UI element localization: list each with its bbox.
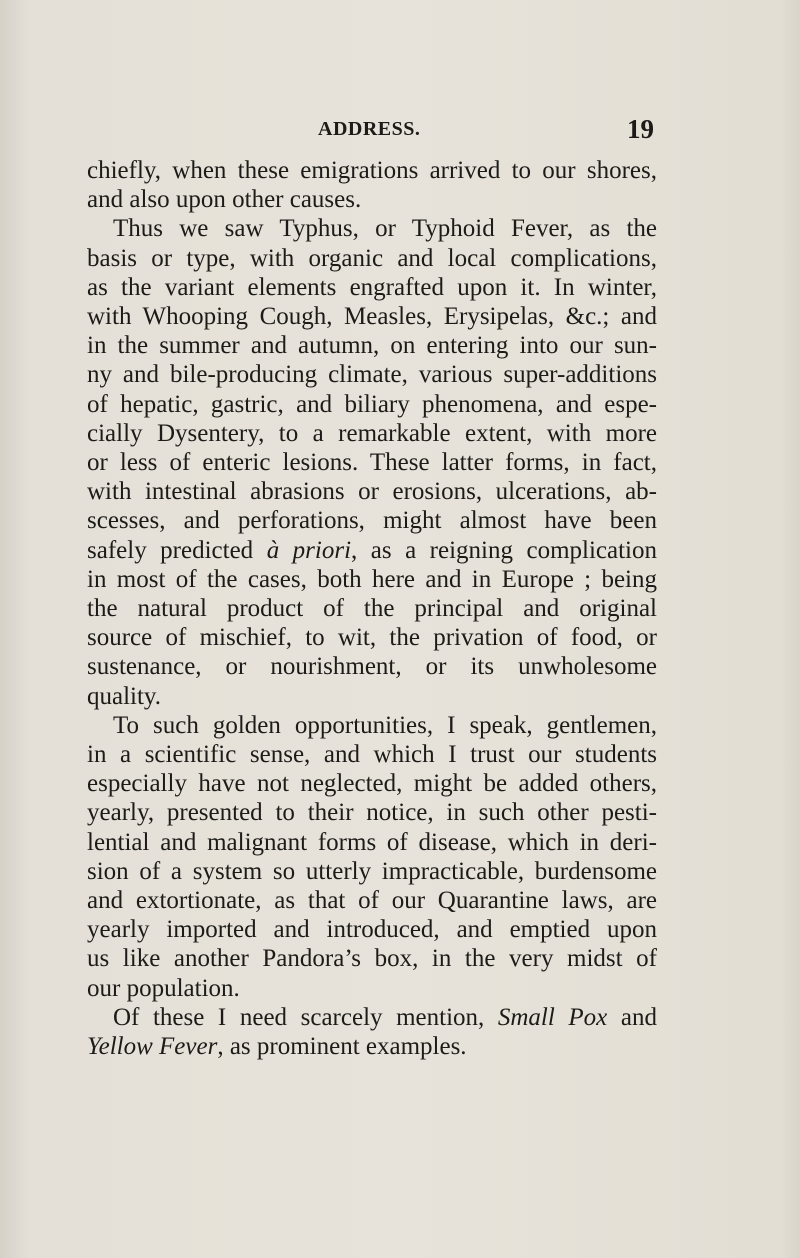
- italic-phrase: Small Pox: [497, 1003, 608, 1031]
- text-line: in the summer and autumn, on entering into our sun-: [87, 332, 657, 360]
- text-line: basis or type, with organic and local complications,: [87, 244, 657, 272]
- text-line: with Whooping Cough, Measles, Erysipelas, &c.; and: [87, 303, 657, 331]
- body-text: [87, 156, 657, 1061]
- text-line: [87, 1032, 657, 1061]
- text-line: lential and malignant forms of disease, which in deri-: [87, 828, 657, 856]
- text-line: with intestinal abrasions or erosions, ulcerations, ab-: [87, 478, 657, 506]
- text-line: sion of a system so utterly impracticable, burdensome: [87, 857, 657, 885]
- running-head: ADDRESS.: [318, 118, 421, 140]
- text-line: ny and bile-producing climate, various super-additions: [87, 361, 657, 389]
- text-line: [87, 1003, 657, 1032]
- text-line: and also upon other causes.: [87, 186, 362, 214]
- text-line: cially Dysentery, to a remarkable extent, with more: [87, 419, 657, 447]
- text-line: in a scientific sense, and which I trust our students: [87, 741, 657, 769]
- text-segment: , as a reigning complication: [351, 536, 657, 564]
- page-header: [318, 114, 654, 144]
- text-segment: , as prominent examples.: [217, 1033, 467, 1061]
- italic-phrase: Yellow Fever: [87, 1033, 218, 1061]
- text-line: in most of the cases, both here and in Europe ; being: [87, 565, 657, 593]
- text-line: chiefly, when these emigrations arrived to our shores,: [87, 157, 657, 184]
- text-line: and extortionate, as that of our Quarantine laws, are: [87, 887, 657, 915]
- text-line: sustenance, or nourishment, or its unwholesome: [87, 653, 657, 681]
- text-line: especially have not neglected, might be added others,: [87, 770, 657, 798]
- text-line: as the variant elements engrafted upon it. In winter,: [87, 273, 657, 301]
- text-line: scesses, and perforations, might almost have been: [87, 507, 657, 535]
- text-line: the natural product of the principal and original: [87, 595, 657, 623]
- page-number: 19: [627, 114, 654, 144]
- text-line: or less of enteric lesions. These latter forms, in fact,: [87, 449, 657, 477]
- text-line: quality.: [87, 682, 162, 710]
- text-line: yearly, presented to their notice, in such other pesti-: [87, 799, 657, 827]
- text-line: [87, 536, 657, 565]
- text-line: our population.: [87, 974, 240, 1002]
- text-segment: and: [607, 1003, 657, 1031]
- text-line: of hepatic, gastric, and biliary phenomena, and espe-: [87, 390, 657, 418]
- text-line: Thus we saw Typhus, or Typhoid Fever, as the: [113, 215, 657, 243]
- text-segment: Of these I need scarcely mention,: [113, 1003, 498, 1031]
- text-line: source of mischief, to wit, the privation of food, or: [87, 624, 657, 652]
- text-line: yearly imported and introduced, and emptied upon: [87, 916, 657, 944]
- italic-phrase: à priori: [266, 536, 352, 564]
- text-segment: safely predicted: [87, 536, 267, 564]
- text-line: To such golden opportunities, I speak, gentlemen,: [113, 711, 657, 739]
- text-line: us like another Pandora’s box, in the very midst of: [87, 945, 657, 973]
